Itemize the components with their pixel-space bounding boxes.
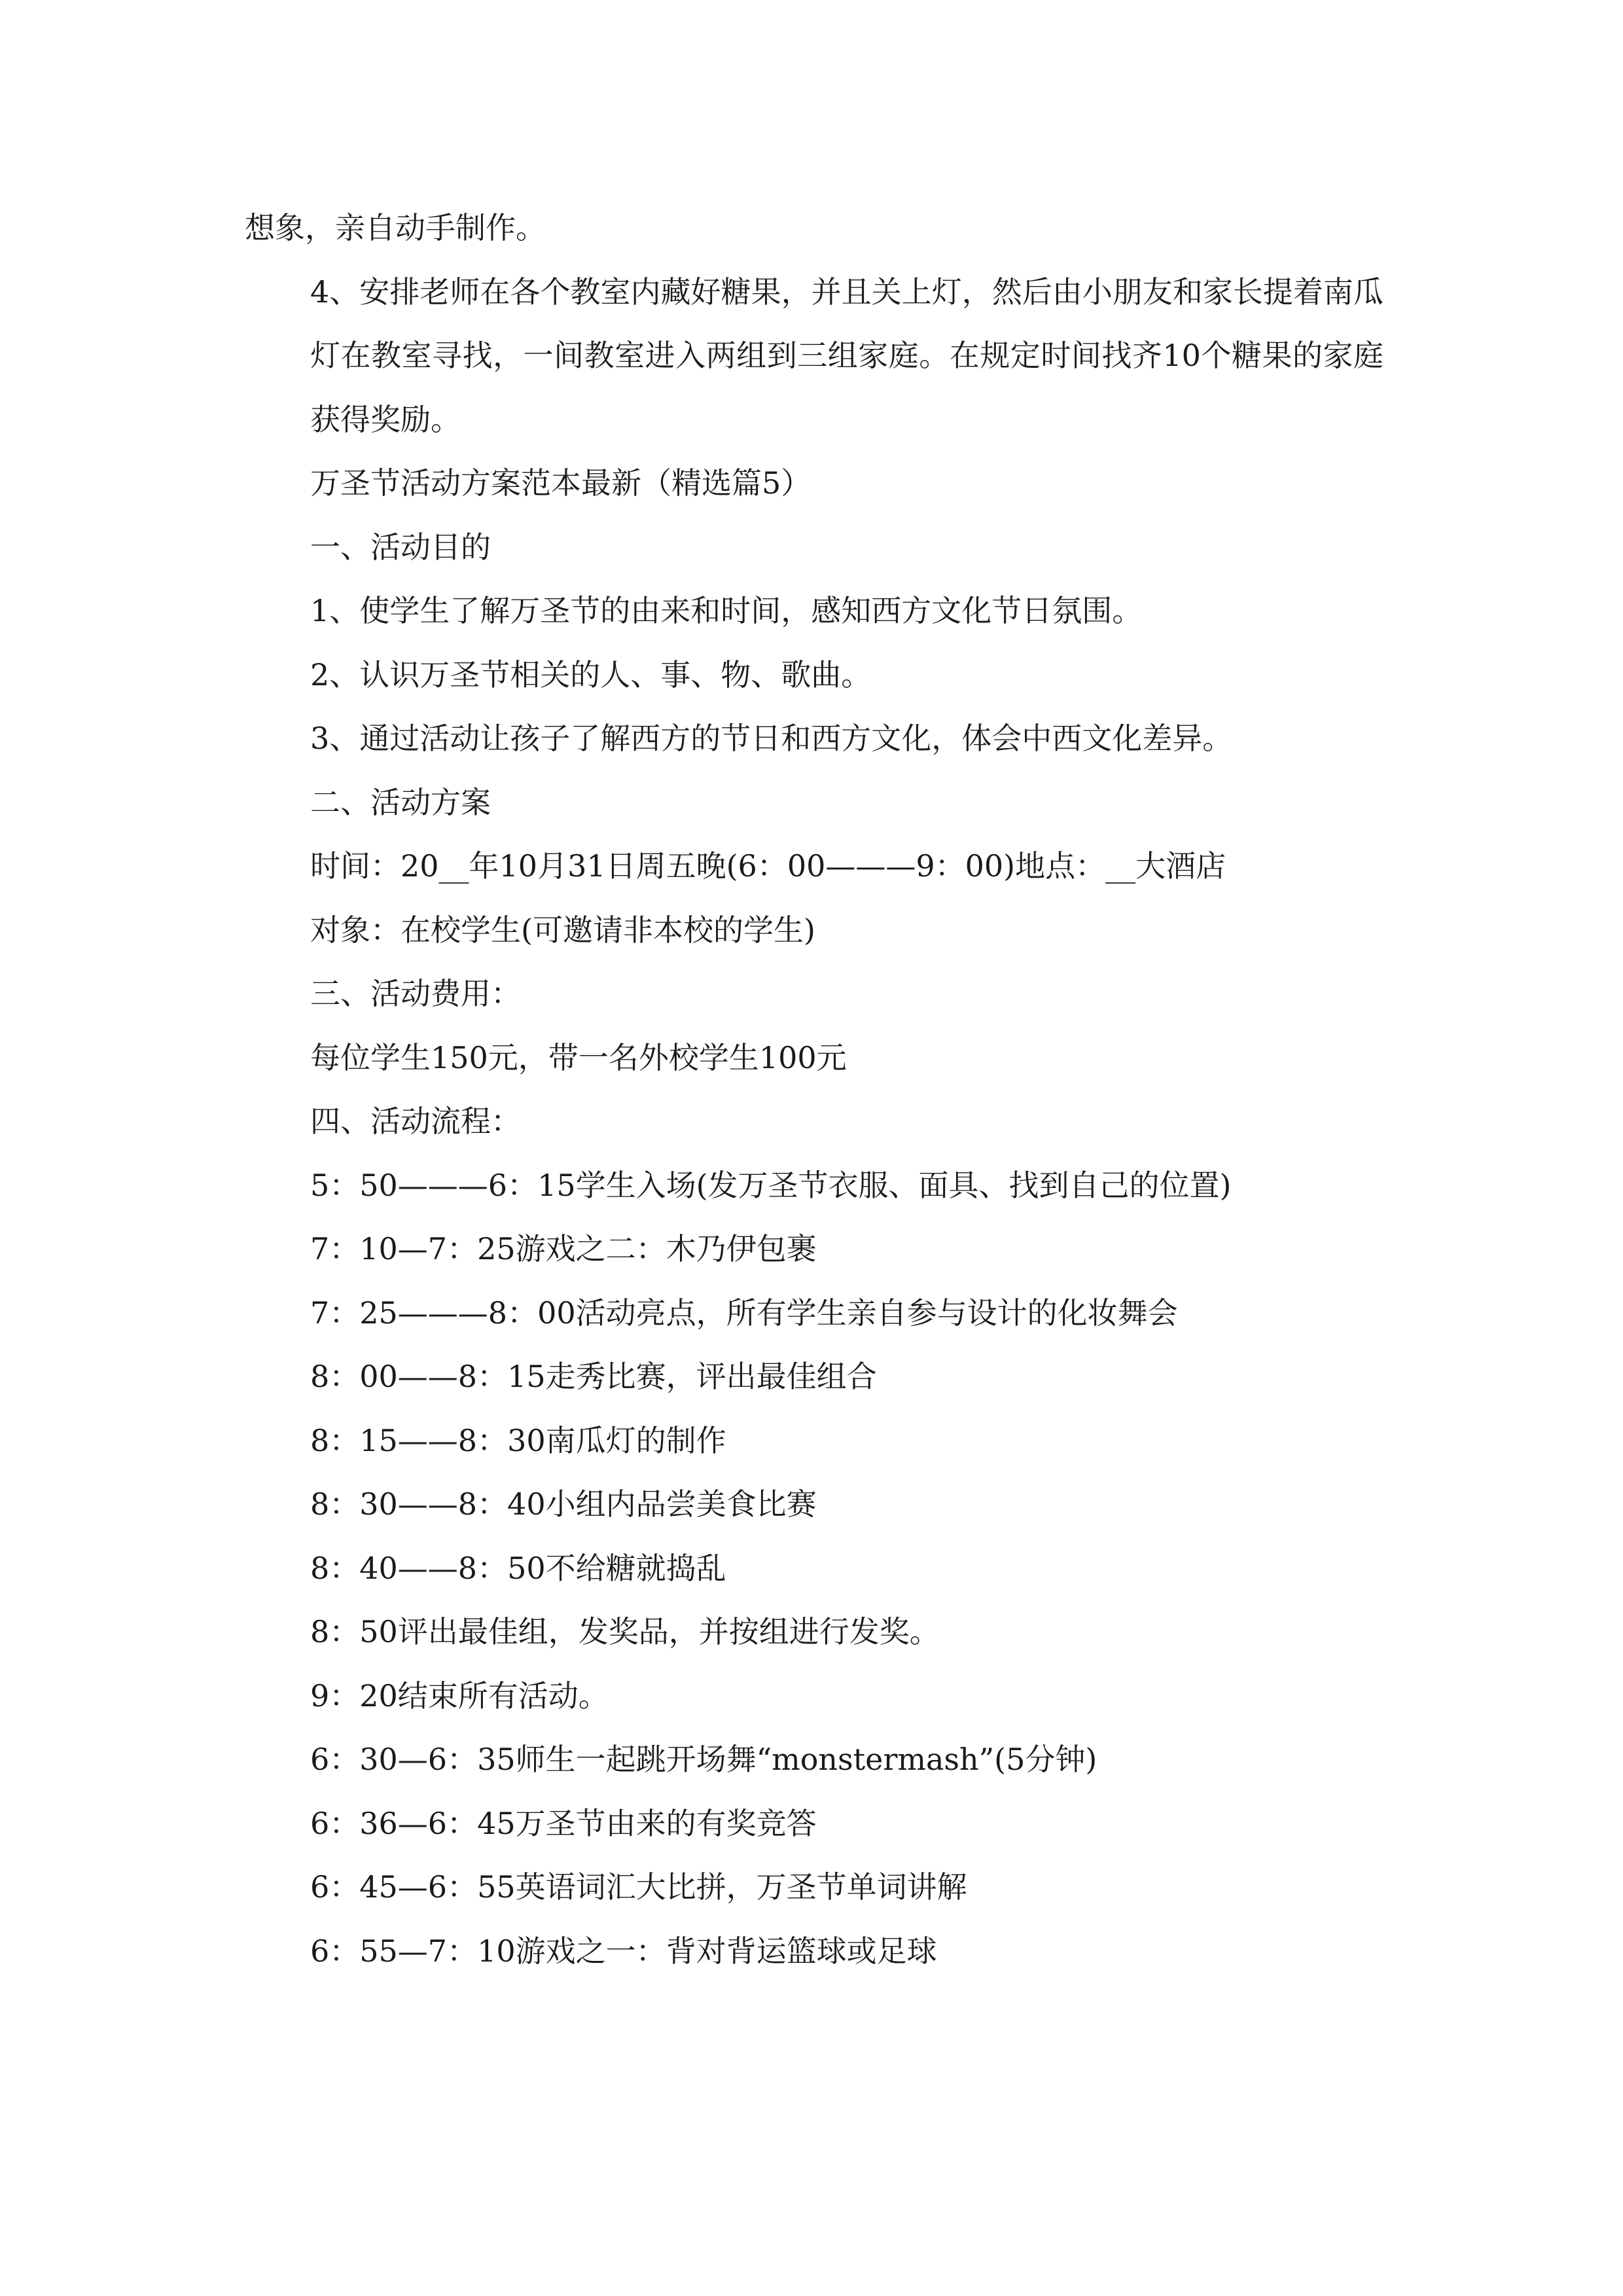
schedule-item: 8：40——8：50不给糖就捣乱 bbox=[310, 1550, 726, 1586]
schedule-item: 6：45—6：55英语词汇大比拼，万圣节单词讲解 bbox=[310, 1869, 967, 1905]
schedule-item: 5：50———6：15学生入场(发万圣节衣服、面具、找到自己的位置) bbox=[310, 1167, 1232, 1203]
purpose-item-2: 2、认识万圣节相关的人、事、物、歌曲。 bbox=[310, 656, 872, 692]
schedule-item: 6：36—6：45万圣节由来的有奖竞答 bbox=[310, 1805, 817, 1841]
schedule-item: 7：10—7：25游戏之二：木乃伊包裹 bbox=[310, 1231, 817, 1266]
schedule-item: 7：25———8：00活动亮点，所有学生亲自参与设计的化妆舞会 bbox=[310, 1295, 1178, 1331]
paragraph-continuation: 想象，亲自动手制作。 bbox=[245, 210, 546, 245]
cost-detail: 每位学生150元，带一名外校学生100元 bbox=[310, 1039, 847, 1075]
heading-activity-schedule: 四、活动流程： bbox=[310, 1103, 521, 1139]
purpose-item-3: 3、通过活动让孩子了解西方的节日和西方文化，体会中西文化差异。 bbox=[310, 721, 1233, 756]
document-body bbox=[245, 196, 1383, 1983]
section-title: 万圣节活动方案范本最新（精选篇5） bbox=[310, 465, 812, 501]
schedule-item: 8：50评出最佳组，发奖品，并按组进行发奖。 bbox=[310, 1614, 940, 1649]
heading-activity-cost: 三、活动费用： bbox=[310, 976, 521, 1011]
schedule-item: 8：30——8：40小组内品尝美食比赛 bbox=[310, 1486, 817, 1522]
plan-target: 对象：在校学生(可邀请非本校的学生) bbox=[310, 912, 815, 948]
schedule-item: 6：55—7：10游戏之一：背对背运篮球或足球 bbox=[310, 1933, 937, 1969]
schedule-item: 8：15——8：30南瓜灯的制作 bbox=[310, 1422, 726, 1458]
heading-activity-plan: 二、活动方案 bbox=[310, 784, 491, 820]
paragraph-item-4: 4、安排老师在各个教室内藏好糖果，并且关上灯，然后由小朋友和家长提着南瓜灯在教室寻找，一间教室进入两组到三组家庭。在规定时间找齐10个糖果的家庭获得奖励。 bbox=[310, 274, 1383, 437]
schedule-item: 6：30—6：35师生一起跳开场舞“monstermash”(5分钟) bbox=[310, 1742, 1097, 1777]
purpose-item-1: 1、使学生了解万圣节的由来和时间，感知西方文化节日氛围。 bbox=[310, 593, 1143, 628]
schedule-item: 9：20结束所有活动。 bbox=[310, 1677, 609, 1713]
heading-activity-purpose: 一、活动目的 bbox=[310, 529, 491, 565]
plan-time-location: 时间：20__年10月31日周五晚(6：00———9：00)地点：__大酒店 bbox=[310, 848, 1226, 884]
schedule-item: 8：00——8：15走秀比赛，评出最佳组合 bbox=[310, 1359, 877, 1394]
